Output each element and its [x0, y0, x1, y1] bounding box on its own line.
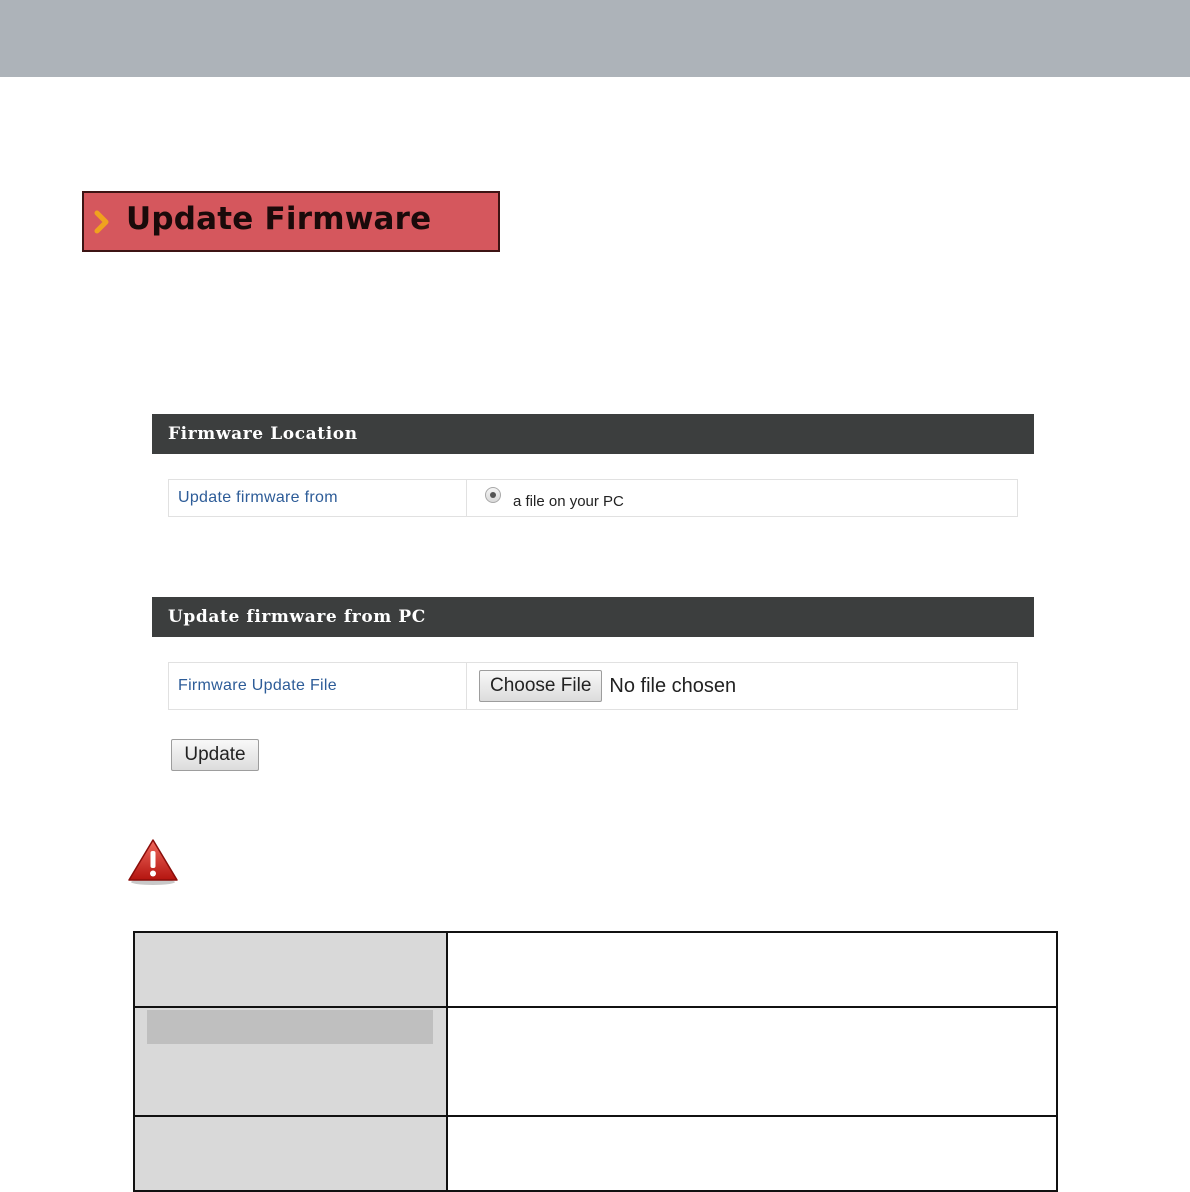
table-row [134, 932, 1057, 1007]
chevron-right-icon [90, 210, 114, 234]
table-description-cell [447, 1116, 1057, 1191]
page-title: Update Firmware [126, 201, 432, 237]
firmware-location-header: Firmware Location [152, 414, 1034, 454]
highlight-strip [147, 1010, 433, 1044]
file-status-text: No file chosen [609, 674, 737, 697]
firmware-update-file-row [168, 662, 1018, 710]
table-row [134, 1116, 1057, 1191]
update-button[interactable]: Update [171, 739, 259, 771]
table-description-cell [447, 932, 1057, 1007]
table-term-cell [134, 1116, 447, 1191]
page-title-banner [82, 191, 500, 252]
warning-icon [127, 838, 179, 886]
file-on-pc-radio-label[interactable]: a file on your PC [513, 492, 624, 510]
choose-file-button[interactable]: Choose File [479, 670, 602, 702]
table-term-cell [134, 1007, 447, 1116]
update-firmware-from-label: Update firmware from [169, 480, 467, 516]
file-on-pc-radio[interactable] [485, 487, 501, 503]
firmware-update-file-label: Firmware Update File [169, 663, 467, 709]
firmware-update-file-value [468, 663, 1017, 709]
table-description-cell [447, 1007, 1057, 1116]
update-firmware-from-row [168, 479, 1018, 517]
info-table [133, 931, 1058, 1192]
top-bar [0, 0, 1190, 77]
update-firmware-from-value [468, 480, 1017, 516]
table-term-cell [134, 932, 447, 1007]
table-row [134, 1007, 1057, 1116]
update-from-pc-header: Update firmware from PC [152, 597, 1034, 637]
